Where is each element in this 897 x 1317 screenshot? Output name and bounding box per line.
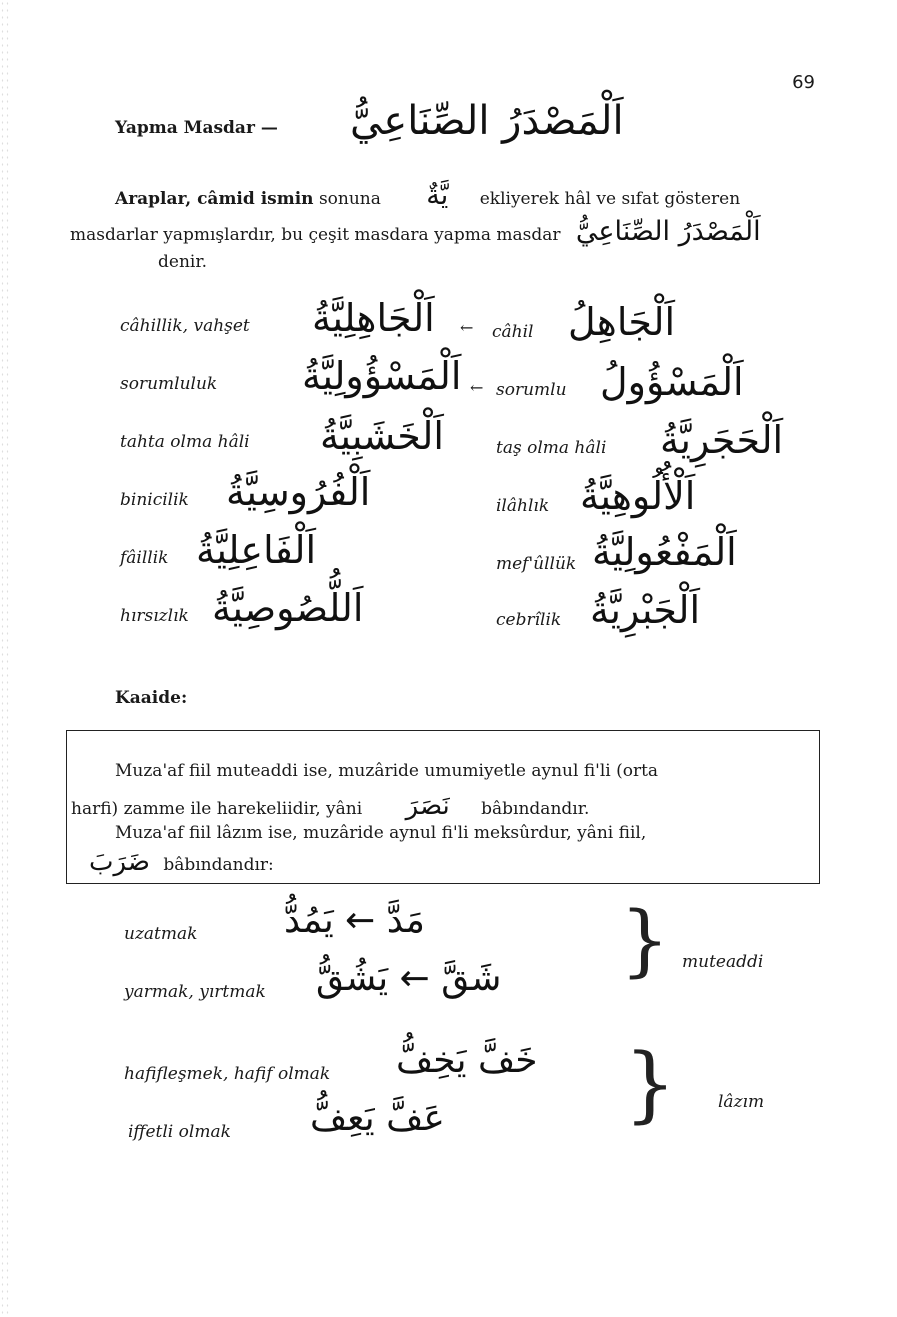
rule-line-3: Muza'af fiil lâzım ise, muzâride aynul fi'li meksûrdur, yâni fiil, bbox=[115, 823, 647, 843]
example-tr-right: cebrîlik bbox=[496, 610, 562, 630]
intro-bold: Araplar, câmid ismin bbox=[115, 189, 314, 209]
intro-line-2 bbox=[70, 216, 761, 247]
verb-ar: عَفَّ يَعِفُّ bbox=[310, 1098, 445, 1139]
example-ar-right: اَلْجَاهِلُ bbox=[568, 300, 676, 344]
example-ar-right: اَلْأُلُوهِيَّةُ bbox=[580, 474, 696, 518]
example-tr-left: hırsızlık bbox=[120, 606, 189, 626]
intro-line-2-text: masdarlar yapmışlardır, bu çeşit masdara yapma masdar bbox=[70, 225, 561, 245]
example-ar-left: اَلْفَاعِلِيَّةُ bbox=[196, 528, 317, 572]
example-tr-left: fâillik bbox=[120, 548, 169, 568]
example-ar-left: اَلْخَشَبِيَّةُ bbox=[320, 414, 444, 458]
example-ar-left: اَللُّصُوصِيَّةُ bbox=[212, 586, 364, 630]
verb-ar: خَفَّ يَخِفُّ bbox=[396, 1040, 538, 1081]
example-tr-right: sorumlu bbox=[496, 380, 567, 400]
group-label-muteaddi: muteaddi bbox=[682, 952, 764, 972]
intro-line-3: denir. bbox=[158, 252, 207, 272]
rule-line-4-text: bâbındandır: bbox=[163, 855, 274, 875]
example-tr-left: tahta olma hâli bbox=[120, 432, 250, 452]
example-ar-right: اَلْجَبْرِيَّةُ bbox=[590, 588, 701, 632]
arrow-icon: ← bbox=[460, 318, 474, 337]
intro-line-2-arabic: اَلْمَصْدَرُ الصِّنَاعِيُّ bbox=[575, 216, 761, 247]
verb-ar: مَدَّ ← يَمُدُّ bbox=[284, 900, 425, 941]
example-tr-right: mef'ûllük bbox=[496, 554, 577, 574]
verb-ar: شَقَّ ← يَشُقُّ bbox=[316, 958, 502, 999]
example-ar-right: اَلْحَجَرِيَّةُ bbox=[660, 418, 784, 462]
right-brace-icon: } bbox=[620, 896, 670, 986]
rule-line-2 bbox=[71, 791, 589, 821]
page-number: 69 bbox=[792, 72, 815, 93]
rule-line-2-text-a: harfi) zamme ile harekeliidir, yâni bbox=[71, 799, 363, 819]
verb-tr: hafifleşmek, hafif olmak bbox=[124, 1064, 331, 1084]
rule-heading: Kaaide: bbox=[115, 688, 188, 708]
example-tr-right: taş olma hâli bbox=[496, 438, 607, 458]
intro-suffix-arabic: يَّةٌ bbox=[426, 180, 449, 211]
example-tr-right: ilâhlık bbox=[496, 496, 550, 516]
scan-edge-speckle bbox=[0, 0, 10, 1317]
example-tr-left: câhillik, vahşet bbox=[120, 316, 250, 336]
example-ar-right: اَلْمَفْعُولِيَّةُ bbox=[592, 530, 737, 574]
section-title-arabic: اَلْمَصْدَرُ الصِّنَاعِيُّ bbox=[350, 98, 624, 144]
rule-box bbox=[66, 730, 820, 884]
rule-line-2-arabic: نَصَرَ bbox=[405, 791, 450, 821]
intro-line-1 bbox=[115, 180, 740, 211]
group-label-lazim: lâzım bbox=[718, 1092, 765, 1112]
right-brace-icon: } bbox=[624, 1037, 677, 1132]
example-tr-right: câhil bbox=[492, 322, 534, 342]
rule-line-2-text-b: bâbındandır. bbox=[481, 799, 590, 819]
example-ar-left: اَلْمَسْؤُولِيَّةُ bbox=[302, 354, 462, 398]
example-tr-left: sorumluluk bbox=[120, 374, 218, 394]
example-ar-right: اَلْمَسْؤُولُ bbox=[600, 360, 744, 404]
verb-tr: yarmak, yırtmak bbox=[124, 982, 266, 1002]
example-ar-left: اَلْفُرُوسِيَّةُ bbox=[226, 470, 371, 514]
intro-text-a: sonuna bbox=[318, 189, 381, 209]
verb-tr: uzatmak bbox=[124, 924, 198, 944]
intro-text-b: ekliyerek hâl ve sıfat gösteren bbox=[479, 189, 741, 209]
section-title: Yapma Masdar — bbox=[115, 118, 278, 138]
example-ar-left: اَلْجَاهِلِيَّةُ bbox=[312, 296, 435, 340]
verb-tr: iffetli olmak bbox=[128, 1122, 231, 1142]
rule-line-4-arabic: ضَرَبَ bbox=[89, 847, 150, 877]
arrow-icon: ← bbox=[470, 378, 484, 397]
rule-line-1: Muza'af fiil muteaddi ise, muzâride umumiyetle aynul fi'li (orta bbox=[115, 761, 659, 781]
rule-line-4 bbox=[89, 847, 274, 877]
example-tr-left: binicilik bbox=[120, 490, 189, 510]
